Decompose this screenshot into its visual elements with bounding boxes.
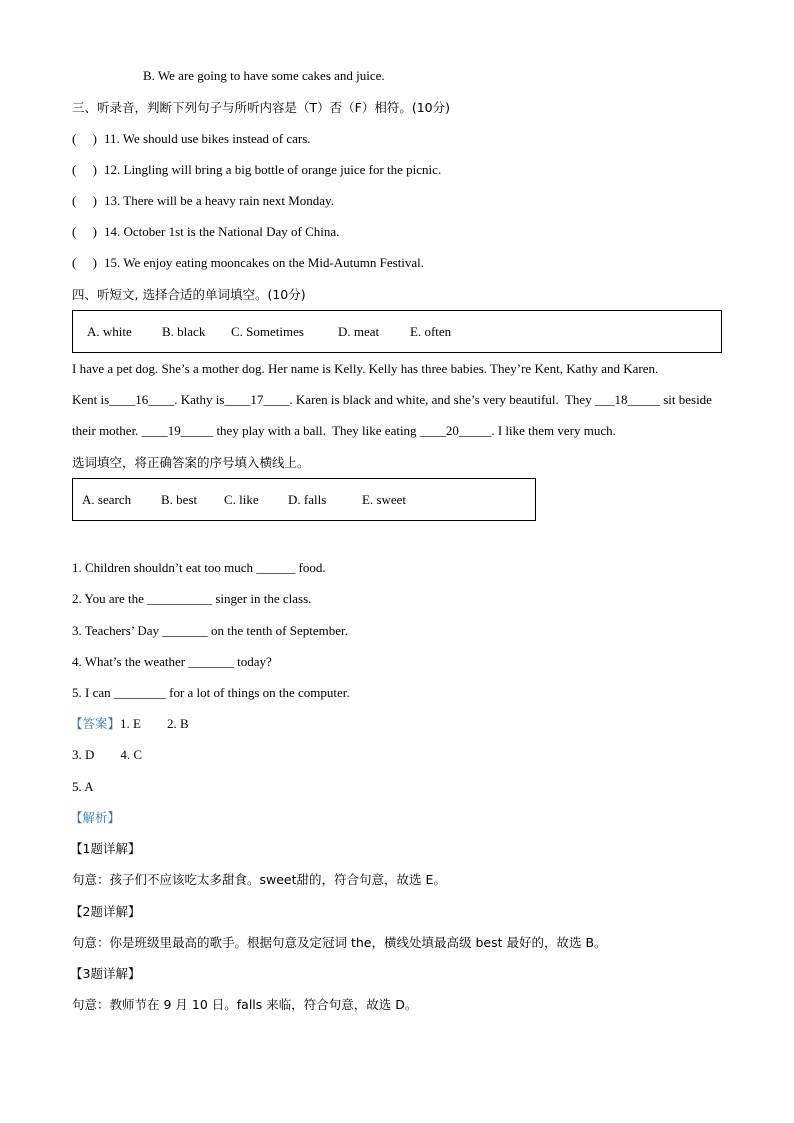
answer-values: 1. E 2. B [120, 716, 189, 731]
passage-text: Kent is [72, 392, 110, 407]
wordfill-question-2: 2. You are the __________ singer in the class. [72, 591, 312, 606]
wordfill-question-3: 3. Teachers’ Day _______ on the tenth of September. [72, 623, 348, 638]
word-option-b: B. black [162, 324, 206, 339]
section4-options-box [72, 310, 722, 353]
tf-item-text: 12. Lingling will bring a big bottle of orange juice for the picnic. [104, 162, 442, 177]
passage-line-2 [72, 391, 712, 409]
answer-paren: ( ) [72, 224, 97, 239]
blank-18: ___18_____ [594, 392, 660, 407]
section4-heading: 四、听短文, 选择合适的单词填空。(10分) [72, 287, 306, 302]
blank-16: ____16____ [109, 392, 175, 407]
option-b-text: B. We are going to have some cakes and juice. [143, 68, 385, 83]
wordfill-option-b: B. best [161, 492, 198, 507]
passage-text: sit beside [659, 392, 712, 407]
wordfill-options-box [72, 478, 536, 521]
tf-item-text: 13. There will be a heavy rain next Monday. [104, 193, 334, 208]
passage-text: . Karen is black and white, and she’s very beautiful. They [289, 392, 595, 407]
blank-19: ____19_____ [141, 423, 214, 438]
wordfill-question-4: 4. What’s the weather _______ today? [72, 654, 272, 669]
blank-20: ____20_____ [419, 423, 492, 438]
passage-text: they play with a ball. They like eating [213, 423, 420, 438]
q2-detail-label: 【2题详解】 [70, 904, 141, 919]
tf-item-text: 14. October 1st is the National Day of China. [104, 224, 340, 239]
q2-detail-text: 句意：你是班级里最高的歌手。根据句意及定冠词 the，横线处填最高级 best 最好的，故选 B。 [72, 935, 607, 950]
tf-item-text: 15. We enjoy eating mooncakes on the Mid-Autumn Festival. [104, 255, 425, 270]
answer-paren: ( ) [72, 131, 97, 146]
wordfill-option-e: E. sweet [362, 492, 407, 507]
tf-item-15 [72, 254, 424, 272]
analysis-label: 【解析】 [70, 810, 121, 825]
wordfill-heading: 选词填空，将正确答案的序号填入横线上。 [72, 455, 310, 470]
tf-item-13 [72, 192, 334, 210]
word-option-a: A. white [87, 324, 132, 339]
q3-detail-text: 句意：教师节在 9 月 10 日。falls 来临，符合句意，故选 D。 [72, 997, 418, 1012]
wordfill-option-d: D. falls [288, 492, 327, 507]
answer-paren: ( ) [72, 162, 97, 177]
word-option-c: C. Sometimes [231, 324, 304, 339]
word-option-d: D. meat [338, 324, 380, 339]
answer-line-1 [70, 715, 189, 733]
passage-line-3 [72, 422, 616, 440]
q1-detail-label: 【1题详解】 [70, 841, 141, 856]
tf-item-11 [72, 130, 311, 148]
answer-line-3: 5. A [72, 779, 94, 794]
q3-detail-label: 【3题详解】 [70, 966, 141, 981]
passage-line-1: I have a pet dog. She’s a mother dog. Her name is Kelly. Kelly has three babies. They’re Kent, Kathy and Karen. [72, 361, 659, 376]
answer-line-2: 3. D 4. C [72, 747, 143, 762]
tf-item-text: 11. We should use bikes instead of cars. [104, 131, 311, 146]
tf-item-14 [72, 223, 339, 241]
wordfill-option-c: C. like [224, 492, 259, 507]
word-option-e: E. often [410, 324, 452, 339]
answer-label: 【答案】 [70, 716, 121, 731]
passage-text: . I like them very much. [491, 423, 616, 438]
answer-paren: ( ) [72, 193, 97, 208]
wordfill-question-1: 1. Children shouldn’t eat too much ______ food. [72, 560, 326, 575]
blank-17: ____17____ [224, 392, 290, 407]
passage-text: . Kathy is [174, 392, 225, 407]
tf-item-12 [72, 161, 441, 179]
section3-heading: 三、听录音，判断下列句子与所听内容是（T）否（F）相符。(10分) [72, 100, 450, 115]
wordfill-question-5: 5. I can ________ for a lot of things on the computer. [72, 685, 350, 700]
answer-paren: ( ) [72, 255, 97, 270]
wordfill-option-a: A. search [82, 492, 132, 507]
q1-detail-text: 句意：孩子们不应该吃太多甜食。sweet甜的，符合句意，故选 E。 [72, 872, 446, 887]
passage-text: their mother. [72, 423, 142, 438]
